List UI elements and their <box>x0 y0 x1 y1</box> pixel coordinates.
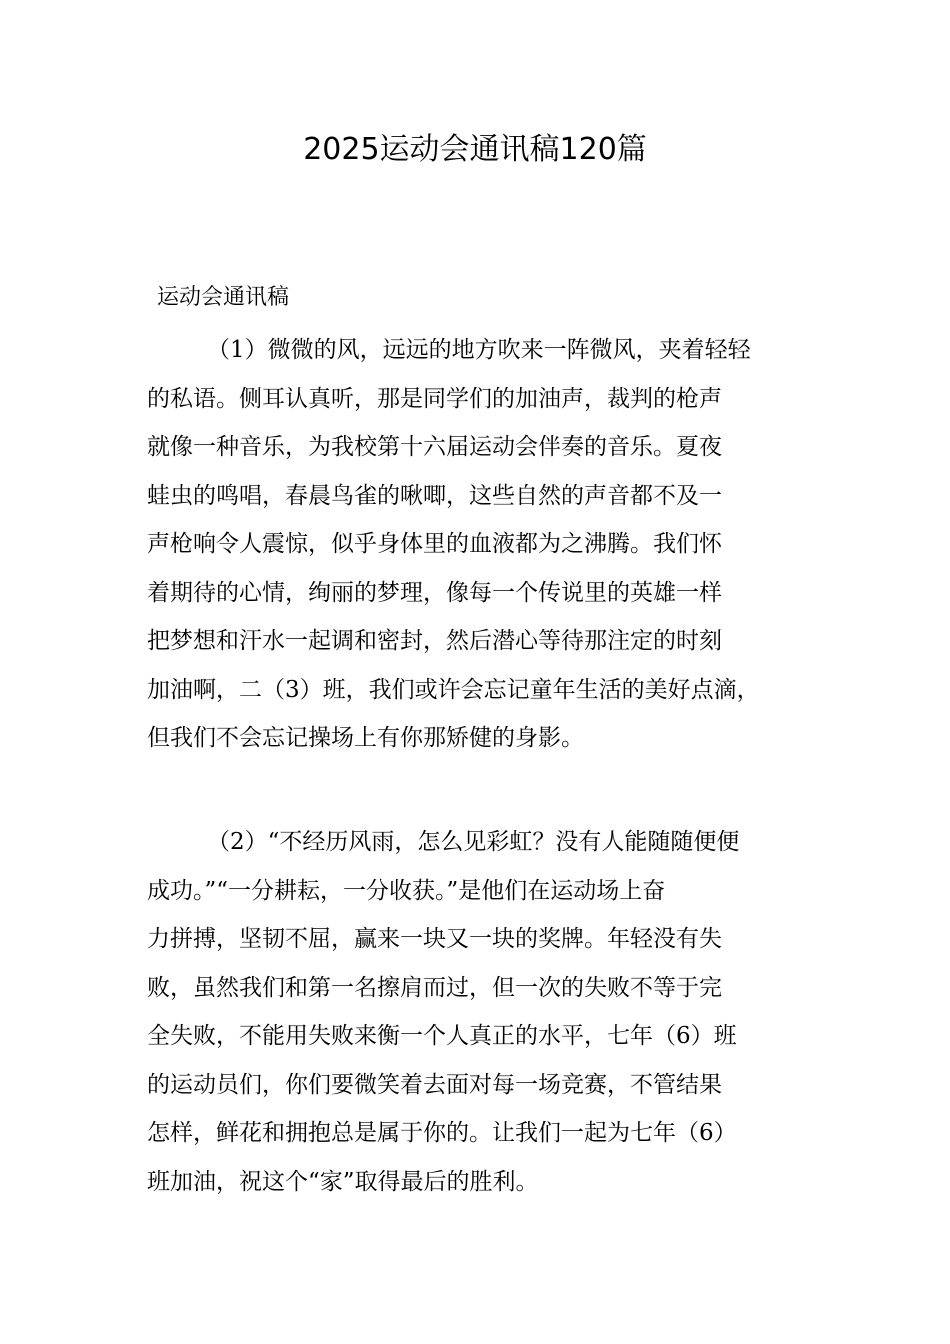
paragraph-line: 班加油，祝这个“家”取得最后的胜利。 <box>147 1168 539 1195</box>
paragraph-line: 力拼搏，坚韧不屈，赢来一块又一块的奖牌。年轻没有失 <box>147 926 722 952</box>
section-heading: 运动会通讯稿 <box>157 285 290 310</box>
paragraph-line: （1）微微的风，远远的地方吹来一阵微风，夹着轻轻 <box>207 337 751 363</box>
paragraph-1 <box>147 326 827 763</box>
paragraph-line: 成功。”“一分耕耘，一分收获。”是他们在运动场上奋 <box>147 877 666 904</box>
paragraph-line: 着期待的心情，绚丽的梦理，像每一个传说里的英雄一样 <box>147 579 722 606</box>
paragraph-line: （2）“不经历风雨，怎么见彩虹？没有人能随随便便 <box>207 829 740 855</box>
paragraph-line: 把梦想和汗水一起调和密封，然后潜心等待那注定的时刻 <box>147 628 722 654</box>
paragraph-line: 怎样，鲜花和拥抱总是属于你的。让我们一起为七年（6） <box>147 1120 737 1146</box>
paragraph-line: 败，虽然我们和第一名擦肩而过，但一次的失败不等于完 <box>147 974 722 1001</box>
paragraph-line: 的运动员们，你们要微笑着去面对每一场竞赛，不管结果 <box>147 1071 722 1098</box>
paragraph-line: 就像一种音乐，为我校第十六届运动会伴奏的音乐。夏夜 <box>147 434 722 460</box>
paragraph-2 <box>147 818 827 1206</box>
paragraph-line: 声枪响令人震惊，似乎身体里的血液都为之沸腾。我们怀 <box>147 531 722 557</box>
paragraph-line: 蛙虫的鸣唱，春晨鸟雀的啾唧，这些自然的声音都不及一 <box>147 482 722 509</box>
paragraph-line: 的私语。侧耳认真听，那是同学们的加油声，裁判的枪声 <box>147 385 722 412</box>
paragraph-line: 但我们不会忘记操场上有你那矫健的身影。 <box>147 725 584 751</box>
document-title: 2025运动会通讯稿120篇 <box>303 132 647 167</box>
paragraph-line: 加油啊，二（3）班，我们或许会忘记童年生活的美好点滴， <box>147 676 760 703</box>
paragraph-line: 全失败，不能用失败来衡一个人真正的水平，七年（6）班 <box>147 1023 737 1049</box>
